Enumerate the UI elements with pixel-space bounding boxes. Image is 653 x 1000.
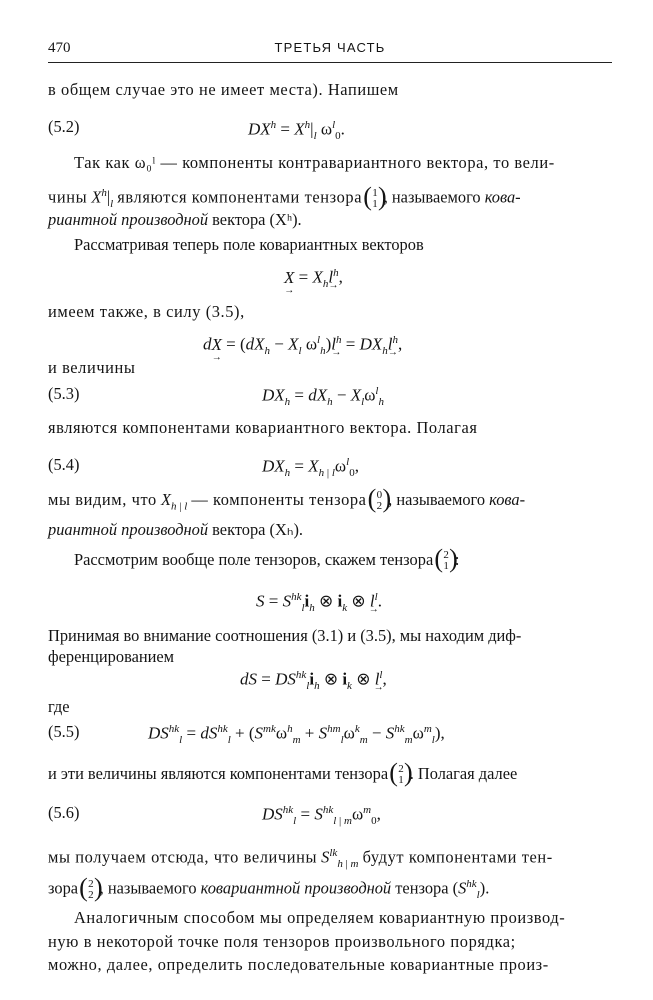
text-line-11: Рассмотрим вообще поле тензоров, скажем тензора ( 2 1 ) :	[74, 550, 459, 572]
text-line-1: в общем случае это не имеет места). Напишем	[48, 80, 399, 99]
text-line-7: и величины	[48, 358, 136, 377]
equation-5-4: $DX_h = X_{h | l}\omega^l_0$,	[262, 456, 359, 480]
equation-dS: dS = $DS^{hk}_li_h$ ⊗ $i_k$ ⊗ $l^l$ →,	[240, 664, 387, 697]
text-fragment: чины	[48, 187, 88, 207]
text-line-4	[48, 210, 302, 230]
equation-number-5-2: (5.2)	[48, 117, 80, 136]
term-covariant-derivative: риантной производной	[48, 210, 209, 229]
equation-dX: dX → = ($dX_h - X_l$ $\omega^l_h)l^h$ → = $DX_hl^h$ →,	[203, 329, 402, 362]
text-fragment: . Полагая далее	[409, 764, 518, 783]
text-fragment: тензора	[395, 878, 449, 898]
text-line-5: Рассматривая теперь поле ковариантных векторов	[74, 235, 424, 254]
term-covariant-derivative: ковариантной производной	[200, 878, 392, 898]
text-line-17: зора ( 2 2 ) , называемого ковариантной производной тензора $(S^{hk}_l)$.	[48, 874, 489, 905]
page-header	[48, 38, 612, 63]
text-fragment: кова-	[484, 187, 521, 207]
tensor-type-0-2: ( 0 2 )	[371, 490, 389, 512]
text-line-15	[48, 764, 517, 786]
text-fragment: Рассмотрим вообще поле тензоров, скажем тензора	[74, 550, 434, 569]
running-title: ТРЕТЬЯ ЧАСТЬ	[274, 40, 386, 55]
term-covariant-derivative: риантной производной	[48, 520, 209, 539]
tensor-type-2-1: ( 2 1 )	[437, 550, 455, 572]
equation-number-5-5: (5.5)	[48, 722, 80, 741]
text-line-18: Аналогичным способом мы определяем ковариантную производ-	[74, 908, 566, 927]
text-line-20: можно, далее, определить последовательные ковариантные произ-	[48, 955, 549, 974]
text-fragment: мы видим, что	[48, 490, 157, 509]
text-fragment: и эти величины являются компонентами тензора	[48, 764, 389, 783]
text-fragment: , называемого	[388, 490, 486, 509]
text-fragment: , называемого	[383, 187, 481, 207]
page-number: 470	[48, 40, 71, 56]
equation-5-3: $DX_h = dX_h - X_l\omega^l_h$	[262, 385, 384, 409]
equation-5-6: $DS^{hk}_l = S^{hk}_{l | m}\omega^m_0$,	[262, 804, 381, 828]
text-line-19: ную в некоторой точке поля тензоров произвольного порядка;	[48, 932, 516, 951]
text-fragment: зора	[48, 878, 79, 898]
equation-covector-field: X → = $X_hl^h$ →,	[284, 262, 343, 295]
text-line-10	[48, 520, 303, 540]
text-line-16: мы получаем отсюда, что величины $S^{lk}_{h | m}$ будут компонентами тен-	[48, 847, 553, 870]
text-line-9: мы видим, что $X_{h | l}$ — компоненты тензора ( 0 2 ) , называемого кова-	[48, 490, 525, 516]
text-line-14: где	[48, 697, 70, 716]
tensor-type-1-1: ( 1 1 )	[366, 188, 384, 210]
equation-tensor-field: $S = S^{hk}_li_h$ ⊗ $i_k$ ⊗ $l^l$ →.	[256, 586, 382, 619]
tensor-type-2-1-second: ( 2 1 )	[392, 764, 410, 786]
tensor-type-2-2: ( 2 2 )	[82, 879, 100, 901]
equation-number-5-4: (5.4)	[48, 455, 80, 474]
text-fragment: вектора (Xₕ).	[212, 520, 304, 539]
text-line-3: чины $X^h|_l$ являются компонентами тензора ( 1 1 ) , называемого кова-	[48, 183, 521, 214]
text-line-8: являются компонентами ковариантного вектора. Полагая	[48, 418, 478, 437]
text-fragment: — компоненты тензора	[191, 490, 367, 509]
text-fragment: мы получаем отсюда, что величины	[48, 847, 318, 867]
equation-5-2: $DX^h = X^h|_l$ $\omega^l_0$.	[248, 119, 345, 143]
text-fragment: будут компонентами тен-	[362, 847, 553, 867]
equation-number-5-6: (5.6)	[48, 803, 80, 822]
equation-number-5-3: (5.3)	[48, 384, 80, 403]
text-fragment: , называемого	[99, 878, 197, 898]
text-line-12: Принимая во внимание соотношения (3.1) и (3.5), мы находим диф-	[48, 626, 522, 645]
text-line-13: ференцированием	[48, 647, 175, 666]
text-fragment: являются компонентами тензора	[117, 187, 363, 207]
text-fragment: вектора (Xʰ).	[212, 210, 302, 229]
text-line-6: имеем также, в силу (3.5),	[48, 302, 245, 321]
text-line-2: Так как ω₀ˡ — компоненты контравариантного вектора, то вели-	[74, 153, 555, 172]
text-fragment: кова-	[489, 490, 526, 509]
equation-5-5: $DS^{hk}_l = dS^{hk}_l + (S^{mk}\omega^h_m + S^{hm}_l\omega^k_m - S^{hk}_m\omega^m_l)$,	[148, 723, 445, 747]
